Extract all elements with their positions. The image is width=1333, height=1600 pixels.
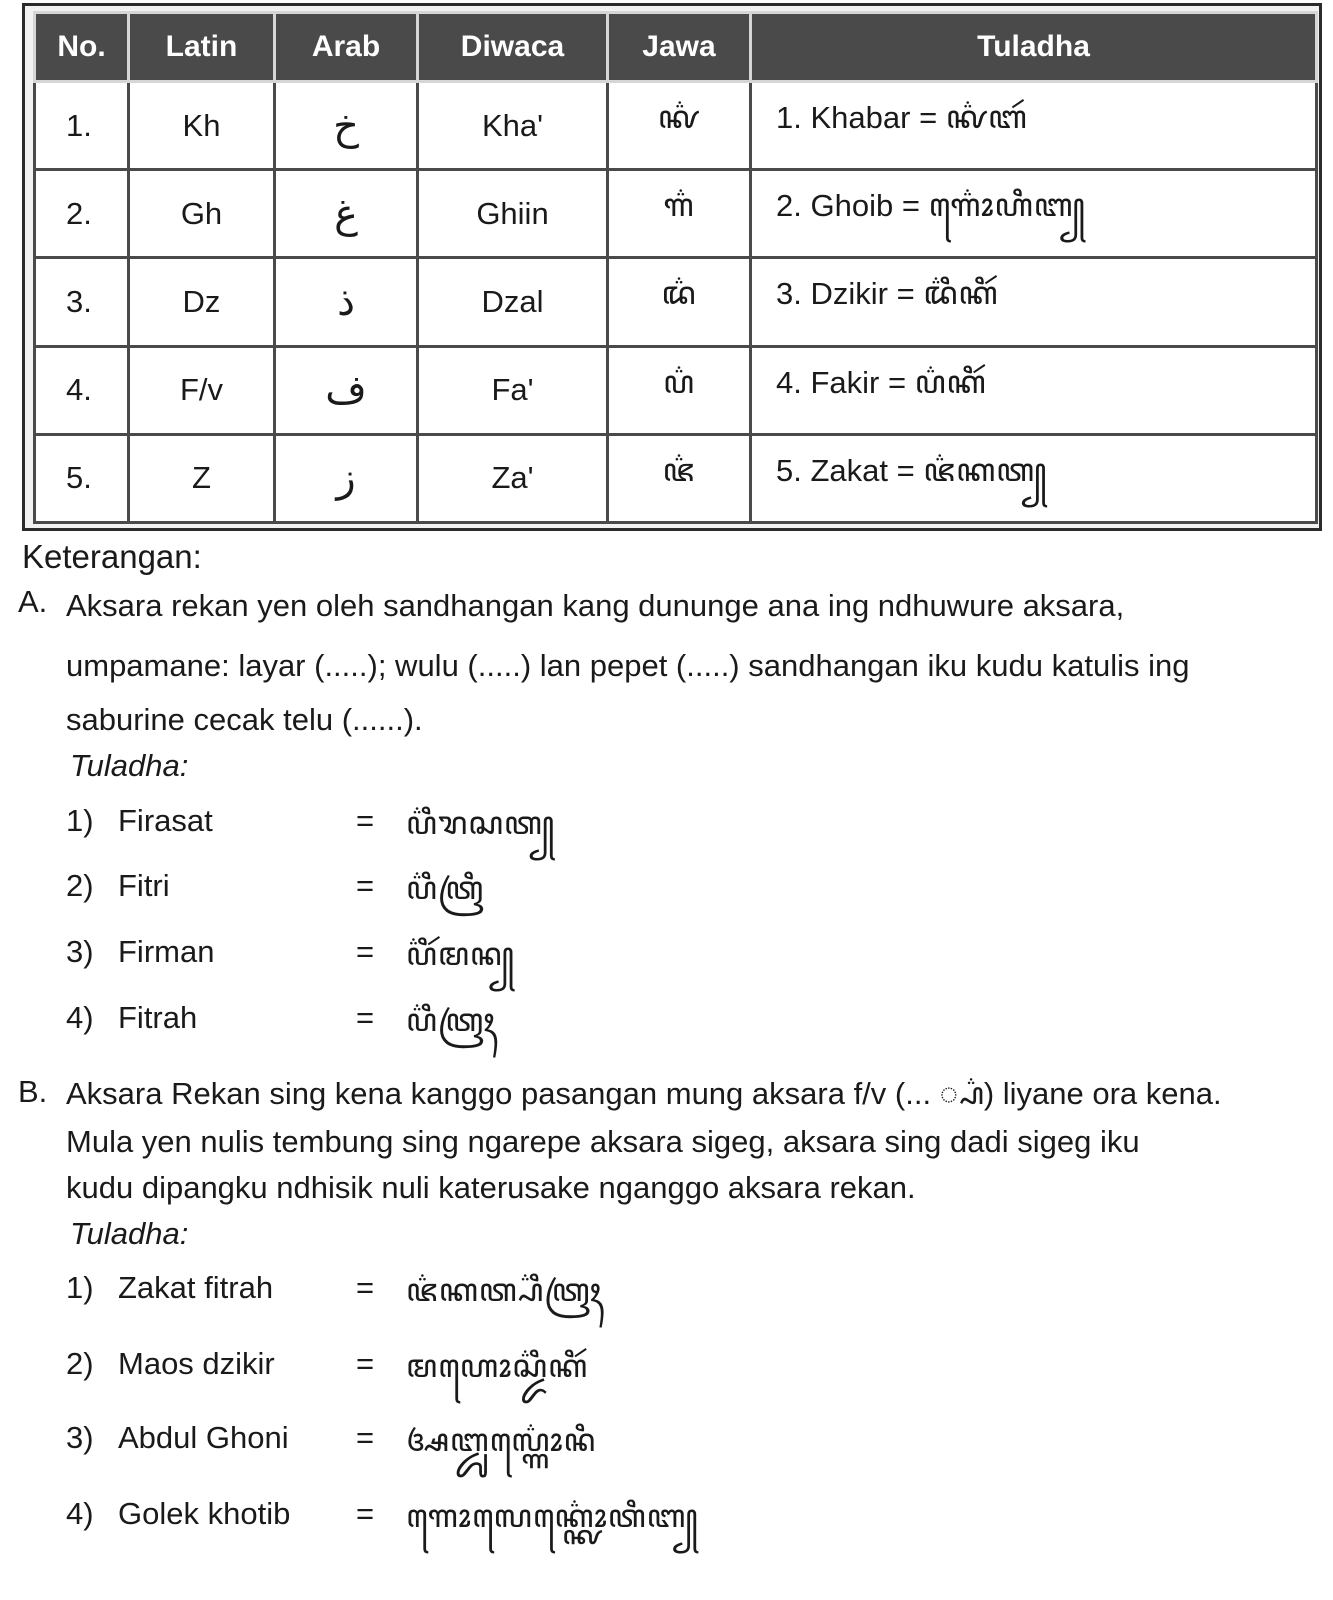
header-tuladha: Tuladha <box>751 13 1317 82</box>
cell-arab: خ <box>275 82 418 170</box>
cell-tuladha <box>751 82 1317 170</box>
tuladha-word: Khabar <box>810 100 911 136</box>
cell-latin: Dz <box>129 258 275 346</box>
header-arab: Arab <box>275 13 418 82</box>
example-num: 2) <box>66 1346 94 1381</box>
tuladha-jawa: ꦒ꦳ꦺꦴꦲꦶꦧ꧀ <box>928 186 1086 225</box>
example-num: 3) <box>66 1420 94 1455</box>
example-word: Maos dzikir <box>118 1346 275 1381</box>
tuladha-jawa: ꦢ꦳ꦶꦏꦶꦂ <box>923 274 999 313</box>
example-jawa: ꦥ꦳ꦶꦠꦿꦶ <box>406 869 485 907</box>
tuladha-num: 1. <box>776 100 802 136</box>
cell-diwaca: Ghiin <box>418 170 608 258</box>
section-b-line-2: Mula yen nulis tembung sing ngarepe aksara sigeg, aksara sing dadi sigeg iku <box>66 1124 1140 1159</box>
example-word: Golek khotib <box>118 1496 291 1531</box>
tuladha-jawa: ꦥ꦳ꦏꦶꦂ <box>914 362 987 401</box>
cell-no: 5. <box>35 434 129 522</box>
cell-latin: Kh <box>129 82 275 170</box>
cell-arab: غ <box>275 170 418 258</box>
example-jawa: ꦩꦲꦺꦴꦱ꧀ꦢ꦳ꦶꦏꦶꦂ <box>406 1347 589 1385</box>
example-word: Fitrah <box>118 1000 198 1035</box>
cell-diwaca: Dzal <box>418 258 608 346</box>
cell-diwaca: Kha' <box>418 82 608 170</box>
tuladha-num: 5. <box>776 452 802 488</box>
cell-latin: F/v <box>129 346 275 434</box>
tuladha-eq: = <box>888 364 907 400</box>
tuladha-eq: = <box>919 100 938 136</box>
example-num: 4) <box>66 1496 94 1531</box>
cell-jawa: ꦢ꦳ <box>608 258 751 346</box>
example-jawa: ꦥ꦳ꦶꦠꦿꦃ <box>406 1001 496 1039</box>
cell-jawa: ꦒ꦳ <box>608 170 751 258</box>
example-jawa: ꦄꦧ꧀ꦢꦸꦭ꧀ꦒ꦳ꦺꦴꦤꦶ <box>406 1421 597 1459</box>
example-eq: = <box>356 1346 375 1381</box>
cell-jawa: ꦗ꦳ <box>608 434 751 522</box>
section-b-letter: B. <box>18 1074 48 1109</box>
list-item <box>66 868 966 918</box>
cell-arab: ذ <box>275 258 418 346</box>
tuladha-word: Dzikir <box>810 276 888 312</box>
tuladha-eq: = <box>896 452 915 488</box>
example-word: Zakat fitrah <box>118 1270 274 1305</box>
list-item <box>66 1496 966 1546</box>
tuladha-eq: = <box>901 188 920 224</box>
cell-no: 3. <box>35 258 129 346</box>
example-eq: = <box>356 1496 375 1531</box>
header-no: No. <box>35 13 129 82</box>
example-num: 2) <box>66 868 94 903</box>
aksara-rekan-table <box>33 11 1318 524</box>
list-item <box>66 803 966 853</box>
example-jawa: ꦥ꦳ꦶꦫꦱꦠ꧀ <box>406 804 556 842</box>
cell-jawa: ꦥ꦳ <box>608 346 751 434</box>
cell-tuladha <box>751 434 1317 522</box>
section-a-line-3: saburine cecak telu (......). <box>66 702 423 737</box>
list-item <box>66 1420 966 1470</box>
cell-diwaca: Fa' <box>418 346 608 434</box>
tuladha-num: 2. <box>776 188 802 224</box>
example-eq: = <box>356 1270 375 1305</box>
cell-tuladha <box>751 346 1317 434</box>
tuladha-jawa: ꦗ꦳ꦏꦠ꧀ <box>923 450 1048 489</box>
cell-no: 2. <box>35 170 129 258</box>
section-a-line-1: Aksara rekan yen oleh sandhangan kang dununge ana ing ndhuwure aksara, <box>66 588 1125 623</box>
tuladha-word: Fakir <box>810 364 880 400</box>
aksara-rekan-table-frame <box>22 3 1322 531</box>
tuladha-num: 4. <box>776 364 802 400</box>
header-diwaca: Diwaca <box>418 13 608 82</box>
list-item <box>66 1270 966 1320</box>
example-word: Fitri <box>118 868 170 903</box>
section-a-letter: A. <box>18 584 48 619</box>
section-b-line-1: Aksara Rekan sing kena kanggo pasangan mung aksara f/v (... ꧀ꦥ꦳) liyane ora kena. <box>66 1076 1222 1111</box>
table-header-row <box>35 13 1317 82</box>
example-eq: = <box>356 934 375 969</box>
cell-no: 4. <box>35 346 129 434</box>
table-row <box>35 170 1317 258</box>
example-num: 4) <box>66 1000 94 1035</box>
section-b-line-3: kudu dipangku ndhisik nuli katerusake nganggo aksara rekan. <box>66 1170 916 1205</box>
cell-arab: ف <box>275 346 418 434</box>
section-a-tuladha-label: Tuladha: <box>70 748 189 783</box>
example-eq: = <box>356 803 375 838</box>
cell-jawa: ꦑ꦳ <box>608 82 751 170</box>
example-word: Firman <box>118 934 215 969</box>
example-num: 3) <box>66 934 94 969</box>
table-row <box>35 82 1317 170</box>
example-eq: = <box>356 868 375 903</box>
cell-latin: Gh <box>129 170 275 258</box>
cell-latin: Z <box>129 434 275 522</box>
example-num: 1) <box>66 1270 94 1305</box>
list-item <box>66 1346 966 1396</box>
table-row <box>35 258 1317 346</box>
list-item <box>66 1000 966 1050</box>
tuladha-word: Zakat <box>810 452 889 488</box>
example-jawa: ꦥ꦳ꦶꦂꦩꦤ꧀ <box>406 935 516 973</box>
header-jawa: Jawa <box>608 13 751 82</box>
header-latin: Latin <box>129 13 275 82</box>
example-eq: = <box>356 1000 375 1035</box>
tuladha-num: 3. <box>776 276 802 312</box>
table-row <box>35 434 1317 522</box>
cell-arab: ز <box>275 434 418 522</box>
example-word: Abdul Ghoni <box>118 1420 289 1455</box>
tuladha-word: Ghoib <box>810 188 894 224</box>
tuladha-eq: = <box>896 276 915 312</box>
section-b-tuladha-label: Tuladha: <box>70 1216 189 1251</box>
cell-tuladha <box>751 170 1317 258</box>
example-word: Firasat <box>118 803 213 838</box>
list-item <box>66 934 966 984</box>
tuladha-jawa: ꦑ꦳ꦧꦂ <box>945 98 1028 137</box>
cell-tuladha <box>751 258 1317 346</box>
cell-no: 1. <box>35 82 129 170</box>
example-jawa: ꦗ꦳ꦏꦠ꧀ꦥ꦳ꦶꦠꦿꦃ <box>406 1271 602 1309</box>
table-row <box>35 346 1317 434</box>
example-num: 1) <box>66 803 94 838</box>
example-jawa: ꦒꦺꦴꦭꦺꦏ꧀ꦑ꦳ꦺꦴꦠꦶꦧ꧀ <box>406 1497 699 1535</box>
keterangan-title: Keterangan: <box>22 538 202 575</box>
section-a-line-2: umpamane: layar (.....); wulu (.....) lan pepet (.....) sandhangan iku kudu katulis ing <box>66 648 1190 683</box>
cell-diwaca: Za' <box>418 434 608 522</box>
example-eq: = <box>356 1420 375 1455</box>
